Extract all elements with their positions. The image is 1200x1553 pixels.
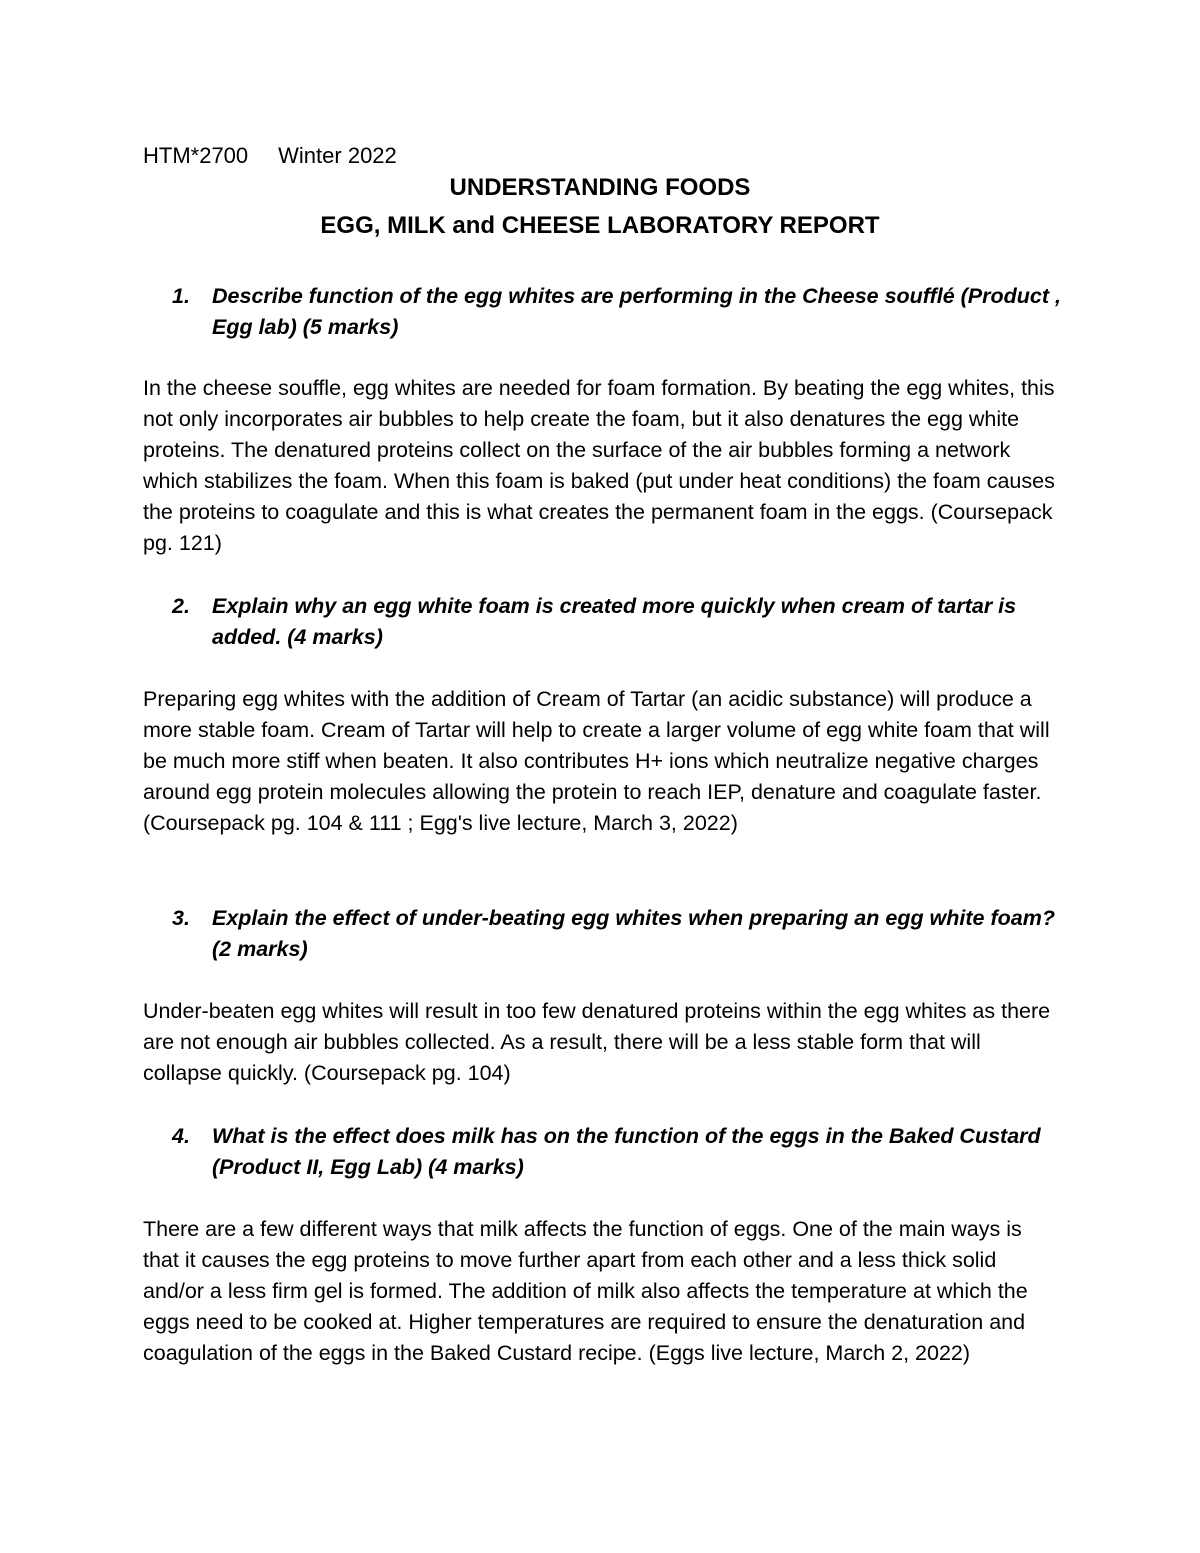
question-number: 3. [172, 906, 190, 930]
question-text: Describe function of the egg whites are performing in the Cheese soufflé (Product , Egg lab) (5 marks) [212, 284, 1061, 339]
question-3 [172, 903, 1072, 965]
question-2 [172, 591, 1072, 653]
course-term: Winter 2022 [278, 143, 397, 168]
question-text: Explain why an egg white foam is created more quickly when cream of tartar is added. (4 marks) [212, 594, 1017, 649]
report-title-line-1: UNDERSTANDING FOODS [449, 174, 751, 201]
answer-4: There are a few different ways that milk affects the function of eggs. One of the main ways is that it causes the egg proteins to move further apart from each other and a less thick solid and/or a less firm gel is formed. The addition of milk also affects the temperature at which the eggs need to be cooked at. Higher temperatures are required to ensure the denaturation and coagulation of the eggs in the Baked Custard recipe. (Eggs live lecture, March 2, 2022) [143, 1217, 1028, 1365]
question-1 [172, 281, 1072, 343]
course-code: HTM*2700 [143, 143, 249, 168]
question-text: Explain the effect of under-beating egg whites when preparing an egg white foam? (2 marks) [212, 906, 1055, 961]
course-header [143, 142, 397, 170]
question-number: 1. [172, 284, 190, 308]
question-number: 2. [172, 594, 190, 618]
question-number: 4. [172, 1124, 190, 1148]
answer-1: In the cheese souffle, egg whites are needed for foam formation. By beating the egg whites, this not only incorporates air bubbles to help create the foam, but it also denatures the egg white proteins. The denatured proteins collect on the surface of the air bubbles forming a network which stabilizes the foam. When this foam is baked (put under heat conditions) the foam causes the proteins to coagulate and this is what creates the permanent foam in the eggs. (Coursepack pg. 121) [143, 376, 1055, 555]
answer-3: Under-beaten egg whites will result in too few denatured proteins within the egg whites as there are not enough air bubbles collected. As a result, there will be a less stable form that will collapse quickly. (Coursepack pg. 104) [143, 999, 1051, 1085]
answer-2: Preparing egg whites with the addition of Cream of Tartar (an acidic substance) will produce a more stable foam. Cream of Tartar will help to create a larger volume of egg white foam that will be much more stiff when beaten. It also contributes H+ ions which neutralize negative charges around egg protein molecules allowing the protein to reach IEP, denature and coagulate faster. (Coursepack pg. 104 & 111 ; Egg's live lecture, March 3, 2022) [143, 687, 1050, 835]
report-title-line-2: EGG, MILK and CHEESE LABORATORY REPORT [320, 212, 880, 239]
question-4 [172, 1121, 1072, 1183]
question-text: What is the effect does milk has on the function of the eggs in the Baked Custard (Product II, Egg Lab) (4 marks) [212, 1124, 1041, 1179]
